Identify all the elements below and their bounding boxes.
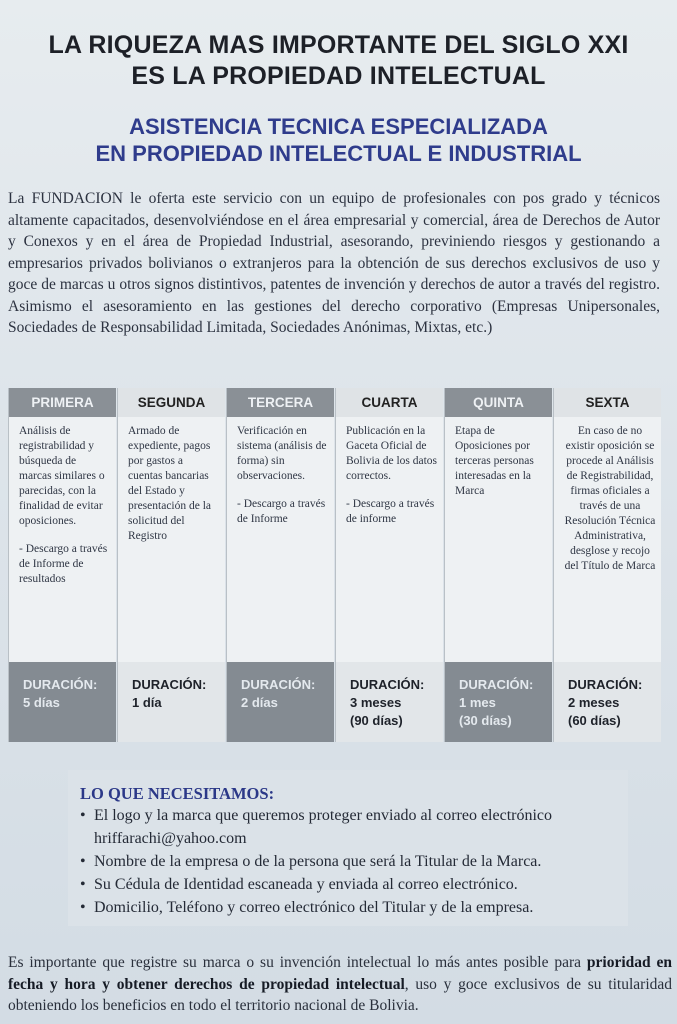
stage-paragraph: - Descargo a través de Informe [237,498,326,525]
stage-title: PRIMERA [9,388,116,417]
stage-description [237,424,329,540]
stage-duration [118,662,225,742]
duration-value: 2 meses [568,695,620,710]
stage-title: SEXTA [554,388,661,417]
stage-column-segunda [117,388,225,742]
stage-title: SEGUNDA [118,388,225,417]
requirement-item: • Su Cédula de Identidad escaneada y enviada al correo electrónico. [94,873,634,896]
headline-line-2: ES LA PROPIEDAD INTELECTUAL [131,62,546,90]
duration-days: (60 días) [568,713,621,728]
duration-value: 1 día [132,695,162,710]
stage-duration [445,662,552,742]
stage-description [19,424,111,600]
stage-column-quinta [444,388,552,742]
stage-column-primera [8,388,116,742]
closing-text-end: , uso y goce exclusivos de su titularidad obteniendo los beneficios en todo el territorio nacional de Bolivia. [8,975,673,1014]
requirement-item: • El logo y la marca que queremos proteger enviado al correo electrónico hriffarachi@yahoo.com [94,804,634,850]
stage-paragraph: - Descargo a través de Informe de resultados [19,543,108,585]
duration-label: DURACIÓN: [23,677,98,692]
subheadline-line-1: ASISTENCIA TECNICA ESPECIALIZADA [129,114,548,139]
duration-value: 1 mes [459,695,496,710]
closing-text-start: Es importante que registre su marca o su invención intelectual lo más antes posible para [8,954,587,971]
stage-column-sexta [553,388,661,742]
stage-paragraph: En caso de no existir oposición se procede al Análisis de Registrabilidad, firmas oficiales a través de una Resolución Técnica Administrativa, desglose y recojo del Título de Marca [564,425,656,572]
stage-duration [336,662,443,742]
requirement-item: • Domicilio, Teléfono y correo electrónico del Titular y de la empresa. [94,896,634,919]
duration-value: 3 meses [350,695,402,710]
requirements-list [68,804,634,919]
requirement-item: • Nombre de la empresa o de la persona que será la Titular de la Marca. [94,850,634,873]
stage-paragraph: Publicación en la Gaceta Oficial de Bolivia de los datos correctos. [346,425,438,482]
stage-column-tercera [226,388,334,742]
stage-paragraph: Verificación en sistema (análisis de forma) sin observaciones. [237,425,327,482]
stage-description [455,424,547,512]
process-table [8,388,660,742]
intro-paragraph: La FUNDACION le oferta este servicio con un equipo de profesionales con pos grado y técnicos altamente capacitados, desenvolviéndose en el área empresarial y comercial, área de Derechos de Autor y Conexos y en el área de Propiedad Industrial, asesorando, previniendo riesgos y gestionando a empresarios privados bolivianos o extranjeros para la obtención de sus derechos exclusivos de uso y goce de marcas u otros signos distintivos, patentes de invención y derechos de autor a través del registro. Asimismo el asesoramiento en las gestiones del derecho corporativo (Empresas Unipersonales, Sociedades de Responsabilidad Limitada, Sociedades Anónimas, Mixtas, etc.) [8,190,660,336]
requirements-box [68,770,628,926]
stage-paragraph: Análisis de registrabilidad y búsqueda de marcas similares o parecidas, con la finalidad de evitar oposiciones. [19,425,105,527]
duration-days: (90 días) [350,713,403,728]
duration-value: 2 días [241,695,278,710]
stage-duration [554,662,661,742]
stage-paragraph: - Descargo a través de informe [346,498,435,525]
headline-line-1: LA RIQUEZA MAS IMPORTANTE DEL SIGLO XXI [48,31,629,59]
duration-label: DURACIÓN: [568,677,643,692]
stage-paragraph: Etapa de Oposiciones por terceras personas interesadas en la Marca [455,425,534,497]
stage-title: QUINTA [445,388,552,417]
duration-label: DURACIÓN: [459,677,534,692]
closing-paragraph [8,952,672,1017]
subheadline-line-2: EN PROPIEDAD INTELECTUAL E INDUSTRIAL [95,141,582,166]
stage-duration [9,662,116,742]
requirements-title: LO QUE NECESITAMOS: [80,784,275,803]
stage-duration [227,662,334,742]
duration-value: 5 días [23,695,60,710]
stage-column-cuarta [335,388,443,742]
stage-paragraph: Armado de expediente, pagos por gastos a cuentas bancarias del Estado y presentación de la solicitud del Registro [128,425,212,542]
duration-days: (30 días) [459,713,512,728]
stage-description [346,424,438,540]
stage-title: CUARTA [336,388,443,417]
closing-text-emphasis: prioridad en fecha y hora y obtener derechos de propiedad intelectual [8,954,673,993]
stage-description [564,424,656,587]
duration-label: DURACIÓN: [350,677,425,692]
duration-label: DURACIÓN: [241,677,316,692]
stage-description [128,424,220,557]
duration-label: DURACIÓN: [132,677,207,692]
stage-title: TERCERA [227,388,334,417]
